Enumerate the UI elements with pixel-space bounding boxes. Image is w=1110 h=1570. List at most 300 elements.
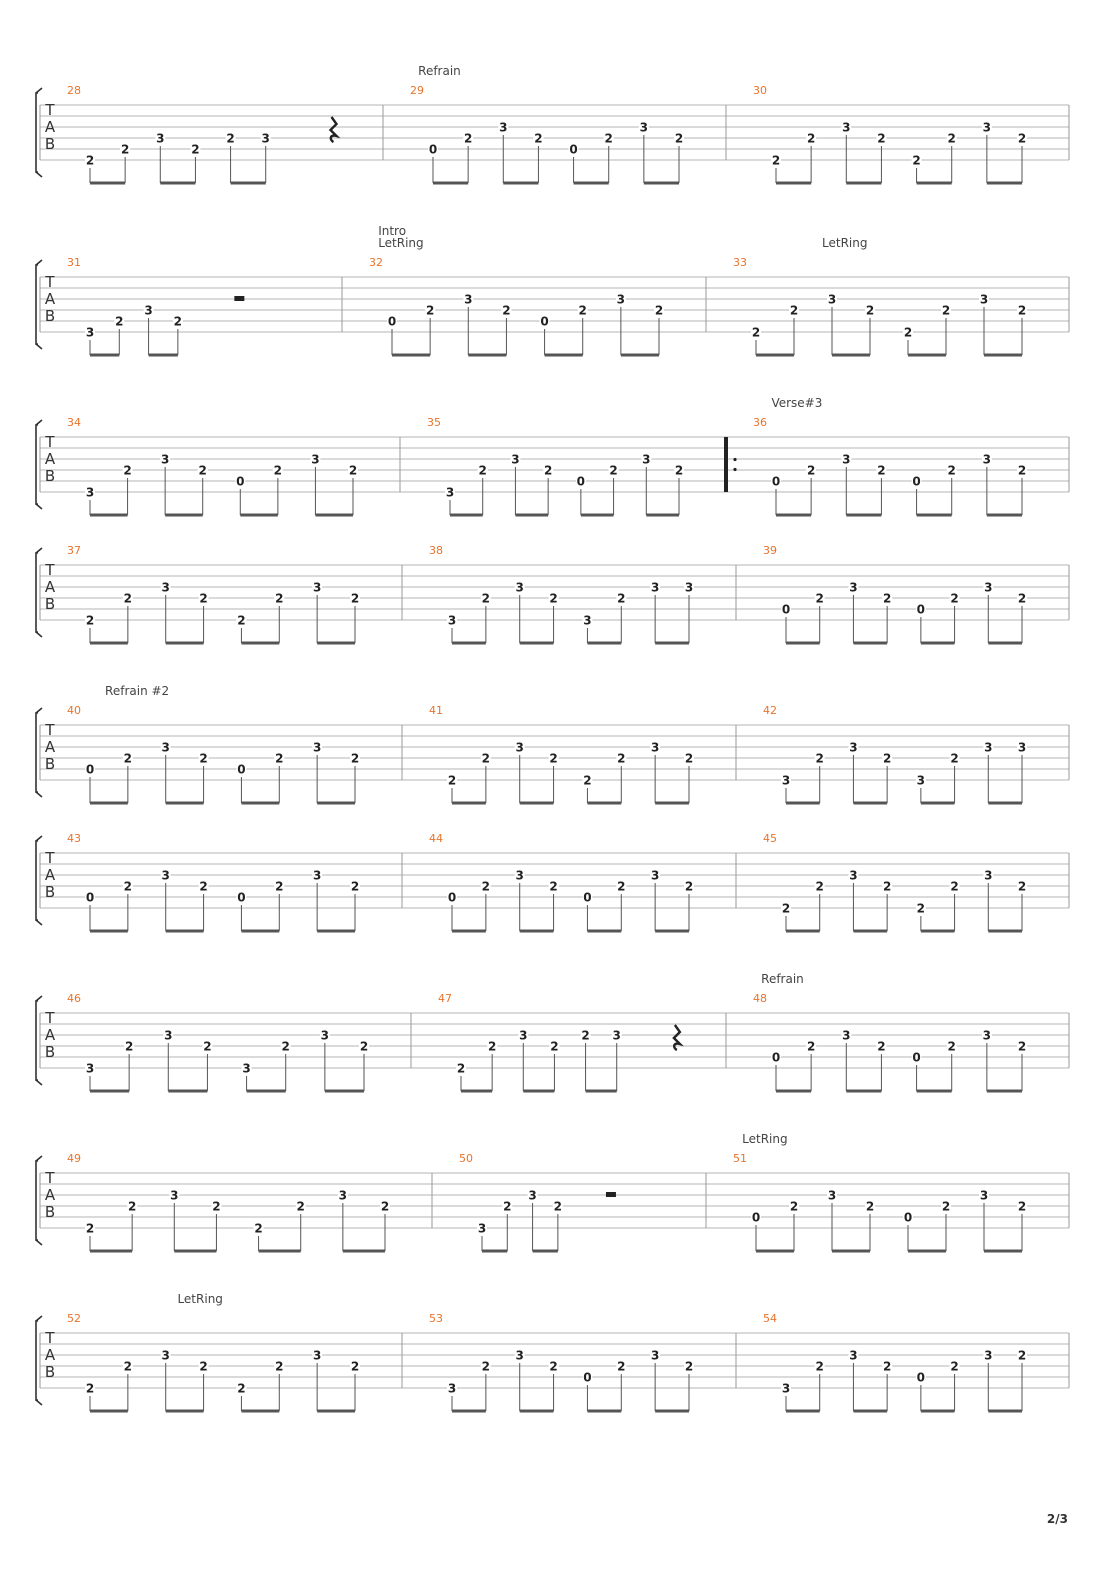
- fret-number: 2: [85, 613, 95, 628]
- fret-number: 0: [912, 474, 921, 489]
- tab-clef-letter: T: [45, 1009, 55, 1027]
- fret-number: 0: [903, 1210, 913, 1225]
- fret-number: 2: [950, 591, 959, 606]
- measure: [67, 704, 360, 803]
- fret-number: 2: [359, 1039, 369, 1054]
- fret-number: 2: [478, 463, 487, 478]
- measure: [67, 416, 358, 515]
- fret-number: 2: [487, 1039, 497, 1054]
- fret-number: 3: [464, 292, 473, 307]
- fret-number: 2: [350, 591, 360, 606]
- fret-number: 2: [534, 131, 543, 146]
- bracket-hook-top: [36, 88, 42, 93]
- tab-system: [36, 224, 1069, 355]
- measure-number: 48: [753, 992, 767, 1005]
- measure-number: 35: [427, 416, 441, 429]
- fret-number: 2: [481, 591, 491, 606]
- section-annotation: LetRing: [378, 236, 424, 250]
- fret-number: 2: [609, 463, 618, 478]
- fret-number: 3: [85, 325, 95, 340]
- fret-number: 2: [350, 1359, 360, 1374]
- measure: [763, 832, 1027, 931]
- fret-number: 3: [312, 580, 322, 595]
- fret-number: 2: [815, 591, 824, 606]
- tab-clef-letter: T: [45, 433, 55, 451]
- measure-number: 29: [410, 84, 424, 97]
- fret-number: 2: [123, 463, 132, 478]
- tab-clef-letter: B: [44, 467, 56, 485]
- fret-number: 0: [916, 1370, 926, 1385]
- measure-number: 42: [763, 704, 777, 717]
- section-annotation: Refrain: [761, 972, 804, 986]
- fret-number: 2: [199, 751, 208, 766]
- fret-number: 2: [950, 879, 959, 894]
- measure: [753, 416, 1027, 515]
- measure-number: 32: [369, 256, 383, 269]
- system-bracket: [36, 425, 38, 504]
- fret-number: 2: [85, 1221, 95, 1236]
- measure: [67, 992, 369, 1091]
- fret-number: 2: [553, 1199, 563, 1214]
- tab-system: [36, 64, 1069, 183]
- fret-number: 3: [842, 1028, 851, 1043]
- bracket-hook-top: [36, 260, 42, 265]
- tab-clef-letter: A: [44, 118, 56, 136]
- fret-number: 2: [549, 751, 558, 766]
- measure: [763, 704, 1027, 803]
- fret-number: 2: [191, 142, 200, 157]
- measure-number: 47: [438, 992, 452, 1005]
- fret-number: 3: [161, 1348, 170, 1363]
- fret-number: 2: [581, 1028, 590, 1043]
- system-bracket: [36, 553, 38, 632]
- fret-number: 3: [650, 740, 660, 755]
- fret-number: 2: [1017, 1199, 1027, 1214]
- fret-number: 2: [199, 1359, 208, 1374]
- tab-system: [36, 832, 1069, 931]
- fret-number: 3: [144, 303, 153, 318]
- fret-number: 2: [916, 901, 926, 916]
- fret-number: 3: [156, 131, 165, 146]
- fret-number: 0: [85, 890, 95, 905]
- fret-number: 2: [237, 613, 246, 628]
- fret-number: 2: [502, 303, 511, 318]
- fret-number: 2: [380, 1199, 390, 1214]
- fret-number: 2: [212, 1199, 221, 1214]
- fret-number: 3: [445, 485, 455, 500]
- tab-clef-letter: B: [44, 1363, 56, 1381]
- fret-number: 2: [120, 142, 130, 157]
- fret-number: 2: [684, 751, 694, 766]
- tab-clef-letter: T: [45, 1169, 55, 1187]
- measure-number: 38: [429, 544, 443, 557]
- fret-number: 0: [771, 1050, 781, 1065]
- section-annotation: Refrain: [418, 64, 461, 78]
- fret-number: 2: [123, 751, 133, 766]
- bracket-hook-top: [36, 1156, 42, 1161]
- fret-number: 2: [877, 131, 886, 146]
- fret-number: 3: [515, 1348, 524, 1363]
- tab-system: [36, 1132, 1069, 1251]
- tab-system: [36, 684, 1069, 803]
- fret-number: 2: [1017, 591, 1027, 606]
- fret-number: 0: [236, 474, 245, 489]
- fret-number: 2: [941, 1199, 951, 1214]
- tab-clef-letter: A: [44, 1186, 56, 1204]
- fret-number: 3: [170, 1188, 179, 1203]
- measure: [429, 544, 694, 643]
- fret-number: 3: [447, 1381, 457, 1396]
- fret-number: 2: [789, 1199, 799, 1214]
- tab-clef-letter: A: [44, 738, 56, 756]
- measure: [753, 992, 1027, 1091]
- fret-number: 3: [161, 740, 170, 755]
- tab-clef-letter: B: [44, 595, 56, 613]
- fret-number: 2: [903, 325, 913, 340]
- measure-number: 46: [67, 992, 81, 1005]
- fret-number: 3: [312, 740, 322, 755]
- bracket-hook-bottom: [36, 920, 42, 925]
- measure: [429, 704, 694, 803]
- tab-clef-letter: A: [44, 1026, 56, 1044]
- measure-number: 52: [67, 1312, 81, 1325]
- measure: [753, 84, 1027, 183]
- fret-number: 3: [650, 868, 660, 883]
- tab-clef-letter: A: [44, 290, 56, 308]
- fret-number: 3: [984, 868, 993, 883]
- fret-number: 2: [578, 303, 587, 318]
- fret-number: 3: [312, 1348, 322, 1363]
- fret-number: 3: [982, 120, 992, 135]
- fret-number: 3: [515, 740, 524, 755]
- section-annotation: LetRing: [742, 1132, 788, 1146]
- fret-number: 2: [815, 1359, 824, 1374]
- fret-number: 2: [751, 325, 761, 340]
- fret-number: 3: [842, 120, 851, 135]
- fret-number: 2: [882, 1359, 892, 1374]
- fret-number: 2: [947, 463, 956, 478]
- bracket-hook-bottom: [36, 1240, 42, 1245]
- fret-number: 2: [127, 1199, 137, 1214]
- fret-number: 2: [604, 131, 613, 146]
- fret-number: 2: [115, 314, 124, 329]
- fret-number: 2: [173, 314, 183, 329]
- fret-number: 3: [849, 1348, 858, 1363]
- fret-number: 2: [865, 303, 875, 318]
- measure-number: 39: [763, 544, 777, 557]
- fret-number: 3: [519, 1028, 528, 1043]
- fret-number: 3: [528, 1188, 537, 1203]
- system-bracket: [36, 1321, 38, 1400]
- bracket-hook-bottom: [36, 792, 42, 797]
- fret-number: 3: [979, 1188, 989, 1203]
- fret-number: 3: [979, 292, 989, 307]
- measure-number: 41: [429, 704, 443, 717]
- fret-number: 2: [198, 463, 207, 478]
- fret-number: 2: [281, 1039, 290, 1054]
- fret-number: 3: [616, 292, 626, 307]
- bracket-hook-top: [36, 836, 42, 841]
- measure: [67, 84, 336, 183]
- fret-number: 2: [781, 901, 791, 916]
- fret-number: 2: [947, 1039, 956, 1054]
- tab-clef-letter: A: [44, 450, 56, 468]
- fret-number: 3: [164, 1028, 173, 1043]
- fret-number: 3: [650, 580, 660, 595]
- fret-number: 3: [160, 452, 170, 467]
- fret-number: 3: [982, 1028, 992, 1043]
- fret-number: 3: [161, 580, 170, 595]
- tab-clef-letter: T: [45, 101, 55, 119]
- measure-number: 49: [67, 1152, 81, 1165]
- fret-number: 2: [296, 1199, 305, 1214]
- measure: [410, 84, 684, 183]
- fret-number: 3: [85, 485, 95, 500]
- fret-number: 3: [515, 868, 524, 883]
- measure: [427, 416, 684, 515]
- fret-number: 2: [1017, 463, 1027, 478]
- fret-number: 3: [842, 452, 851, 467]
- measure: [733, 1152, 1027, 1251]
- fret-number: 2: [481, 879, 491, 894]
- fret-number: 2: [463, 131, 473, 146]
- bracket-hook-bottom: [36, 632, 42, 637]
- measure: [67, 1312, 360, 1411]
- measure-number: 36: [753, 416, 767, 429]
- fret-number: 2: [947, 131, 956, 146]
- tab-clef-letter: B: [44, 883, 56, 901]
- fret-number: 3: [684, 580, 694, 595]
- bracket-hook-bottom: [36, 172, 42, 177]
- bracket-hook-top: [36, 996, 42, 1001]
- fret-number: 2: [815, 879, 824, 894]
- fret-number: 2: [912, 153, 921, 168]
- fret-number: 2: [123, 591, 133, 606]
- tab-clef-letter: T: [45, 273, 55, 291]
- fret-number: 2: [950, 1359, 959, 1374]
- tab-system: [36, 544, 1069, 643]
- fret-number: 2: [1017, 1348, 1027, 1363]
- measure-number: 51: [733, 1152, 747, 1165]
- bracket-hook-top: [36, 708, 42, 713]
- fret-number: 2: [481, 1359, 491, 1374]
- fret-number: 2: [865, 1199, 875, 1214]
- fret-number: 3: [642, 452, 651, 467]
- tab-clef-letter: A: [44, 1346, 56, 1364]
- fret-number: 2: [789, 303, 799, 318]
- fret-number: 2: [617, 751, 626, 766]
- fret-number: 2: [1017, 879, 1027, 894]
- fret-number: 3: [984, 580, 993, 595]
- fret-number: 3: [827, 1188, 837, 1203]
- fret-number: 2: [273, 463, 283, 478]
- fret-number: 3: [827, 292, 837, 307]
- section-annotation: Refrain #2: [105, 684, 170, 698]
- fret-number: 0: [428, 142, 438, 157]
- fret-number: 2: [1017, 131, 1027, 146]
- fret-number: 2: [674, 131, 684, 146]
- fret-number: 2: [771, 153, 781, 168]
- fret-number: 2: [226, 131, 235, 146]
- fret-number: 2: [275, 1359, 284, 1374]
- system-bracket: [36, 265, 38, 344]
- section-annotation: LetRing: [822, 236, 868, 250]
- fret-number: 3: [447, 613, 457, 628]
- fret-number: 2: [549, 879, 558, 894]
- fret-number: 2: [684, 1359, 694, 1374]
- section-annotation: Intro: [378, 224, 407, 238]
- measure-number: 34: [67, 416, 81, 429]
- fret-number: 2: [882, 591, 892, 606]
- fret-number: 3: [338, 1188, 348, 1203]
- fret-number: 2: [941, 303, 951, 318]
- fret-number: 2: [85, 153, 95, 168]
- measure-number: 50: [459, 1152, 473, 1165]
- fret-number: 3: [312, 868, 322, 883]
- half-rest-icon: [234, 296, 244, 301]
- fret-number: 3: [311, 452, 320, 467]
- fret-number: 2: [275, 591, 284, 606]
- fret-number: 2: [124, 1039, 134, 1054]
- fret-number: 0: [237, 762, 246, 777]
- fret-number: 2: [549, 591, 558, 606]
- measure-number: 33: [733, 256, 747, 269]
- fret-number: 2: [674, 463, 684, 478]
- tab-clef-letter: A: [44, 866, 56, 884]
- measure: [763, 1312, 1027, 1411]
- bracket-hook-top: [36, 548, 42, 553]
- tab-clef-letter: B: [44, 135, 56, 153]
- measure: [67, 832, 360, 931]
- measure: [429, 1312, 694, 1411]
- fret-number: 3: [515, 580, 524, 595]
- fret-number: 2: [350, 751, 360, 766]
- fret-number: 2: [199, 879, 208, 894]
- fret-number: 2: [882, 879, 892, 894]
- fret-number: 3: [499, 120, 508, 135]
- tab-clef-letter: T: [45, 849, 55, 867]
- section-annotation: Verse#3: [771, 396, 823, 410]
- tab-clef-letter: B: [44, 1203, 56, 1221]
- fret-number: 2: [617, 879, 626, 894]
- measure: [67, 544, 360, 643]
- fret-number: 3: [982, 452, 992, 467]
- measure-number: 43: [67, 832, 81, 845]
- bracket-hook-bottom: [36, 1400, 42, 1405]
- fret-number: 3: [161, 868, 170, 883]
- tab-clef-letter: A: [44, 578, 56, 596]
- fret-number: 2: [237, 1381, 246, 1396]
- fret-number: 2: [806, 463, 816, 478]
- tab-system: [36, 396, 1069, 515]
- page-number: 2/3: [1046, 1512, 1068, 1526]
- fret-number: 3: [639, 120, 649, 135]
- fret-number: 2: [199, 591, 208, 606]
- fret-number: 2: [350, 879, 360, 894]
- fret-number: 0: [781, 602, 791, 617]
- fret-number: 2: [481, 751, 491, 766]
- measure-number: 45: [763, 832, 777, 845]
- fret-number: 3: [984, 740, 993, 755]
- bracket-hook-top: [36, 1316, 42, 1321]
- tab-clef-letter: T: [45, 1329, 55, 1347]
- measure: [763, 544, 1027, 643]
- tab-clef-letter: B: [44, 755, 56, 773]
- measure-number: 28: [67, 84, 81, 97]
- fret-number: 3: [612, 1028, 621, 1043]
- tab-system: [36, 1292, 1069, 1411]
- bracket-hook-top: [36, 420, 42, 425]
- fret-number: 3: [477, 1221, 487, 1236]
- measure-number: 44: [429, 832, 443, 845]
- fret-number: 2: [550, 1039, 559, 1054]
- measure: [733, 256, 1027, 355]
- fret-number: 3: [781, 1381, 791, 1396]
- fret-number: 0: [912, 1050, 921, 1065]
- fret-number: 3: [849, 580, 858, 595]
- fret-number: 0: [583, 1370, 592, 1385]
- tab-clef-letter: T: [45, 721, 55, 739]
- fret-number: 2: [806, 1039, 816, 1054]
- fret-number: 2: [503, 1199, 512, 1214]
- fret-number: 2: [254, 1221, 263, 1236]
- measure: [429, 832, 694, 931]
- fret-number: 3: [650, 1348, 660, 1363]
- fret-number: 0: [771, 474, 781, 489]
- fret-number: 0: [576, 474, 586, 489]
- fret-number: 2: [877, 1039, 886, 1054]
- measure: [67, 256, 244, 355]
- fret-number: 3: [242, 1061, 251, 1076]
- fret-number: 3: [320, 1028, 330, 1043]
- measure: [369, 256, 664, 355]
- tab-clef-letter: B: [44, 1043, 56, 1061]
- fret-number: 2: [950, 751, 959, 766]
- fret-number: 2: [275, 751, 284, 766]
- fret-number: 3: [984, 1348, 993, 1363]
- tab-clef-letter: T: [45, 561, 55, 579]
- fret-number: 2: [882, 751, 892, 766]
- fret-number: 2: [617, 1359, 626, 1374]
- fret-number: 2: [549, 1359, 558, 1374]
- fret-number: 0: [916, 602, 926, 617]
- fret-number: 2: [543, 463, 553, 478]
- fret-number: 0: [387, 314, 397, 329]
- system-bracket: [36, 1161, 38, 1240]
- measure: [459, 1152, 616, 1251]
- measure-number: 31: [67, 256, 81, 269]
- measure-number: 40: [67, 704, 81, 717]
- system-bracket: [36, 1001, 38, 1080]
- fret-number: 2: [684, 879, 694, 894]
- fret-number: 2: [348, 463, 358, 478]
- measure-number: 53: [429, 1312, 443, 1325]
- section-annotation: LetRing: [177, 1292, 223, 1306]
- fret-number: 0: [85, 762, 95, 777]
- fret-number: 0: [569, 142, 578, 157]
- fret-number: 2: [617, 591, 626, 606]
- fret-number: 2: [123, 879, 133, 894]
- fret-number: 2: [123, 1359, 133, 1374]
- fret-number: 3: [849, 740, 858, 755]
- fret-number: 2: [85, 1381, 95, 1396]
- fret-number: 0: [237, 890, 246, 905]
- fret-number: 0: [583, 890, 592, 905]
- measure-number: 37: [67, 544, 81, 557]
- fret-number: 2: [425, 303, 435, 318]
- bracket-hook-bottom: [36, 1080, 42, 1085]
- fret-number: 3: [511, 452, 520, 467]
